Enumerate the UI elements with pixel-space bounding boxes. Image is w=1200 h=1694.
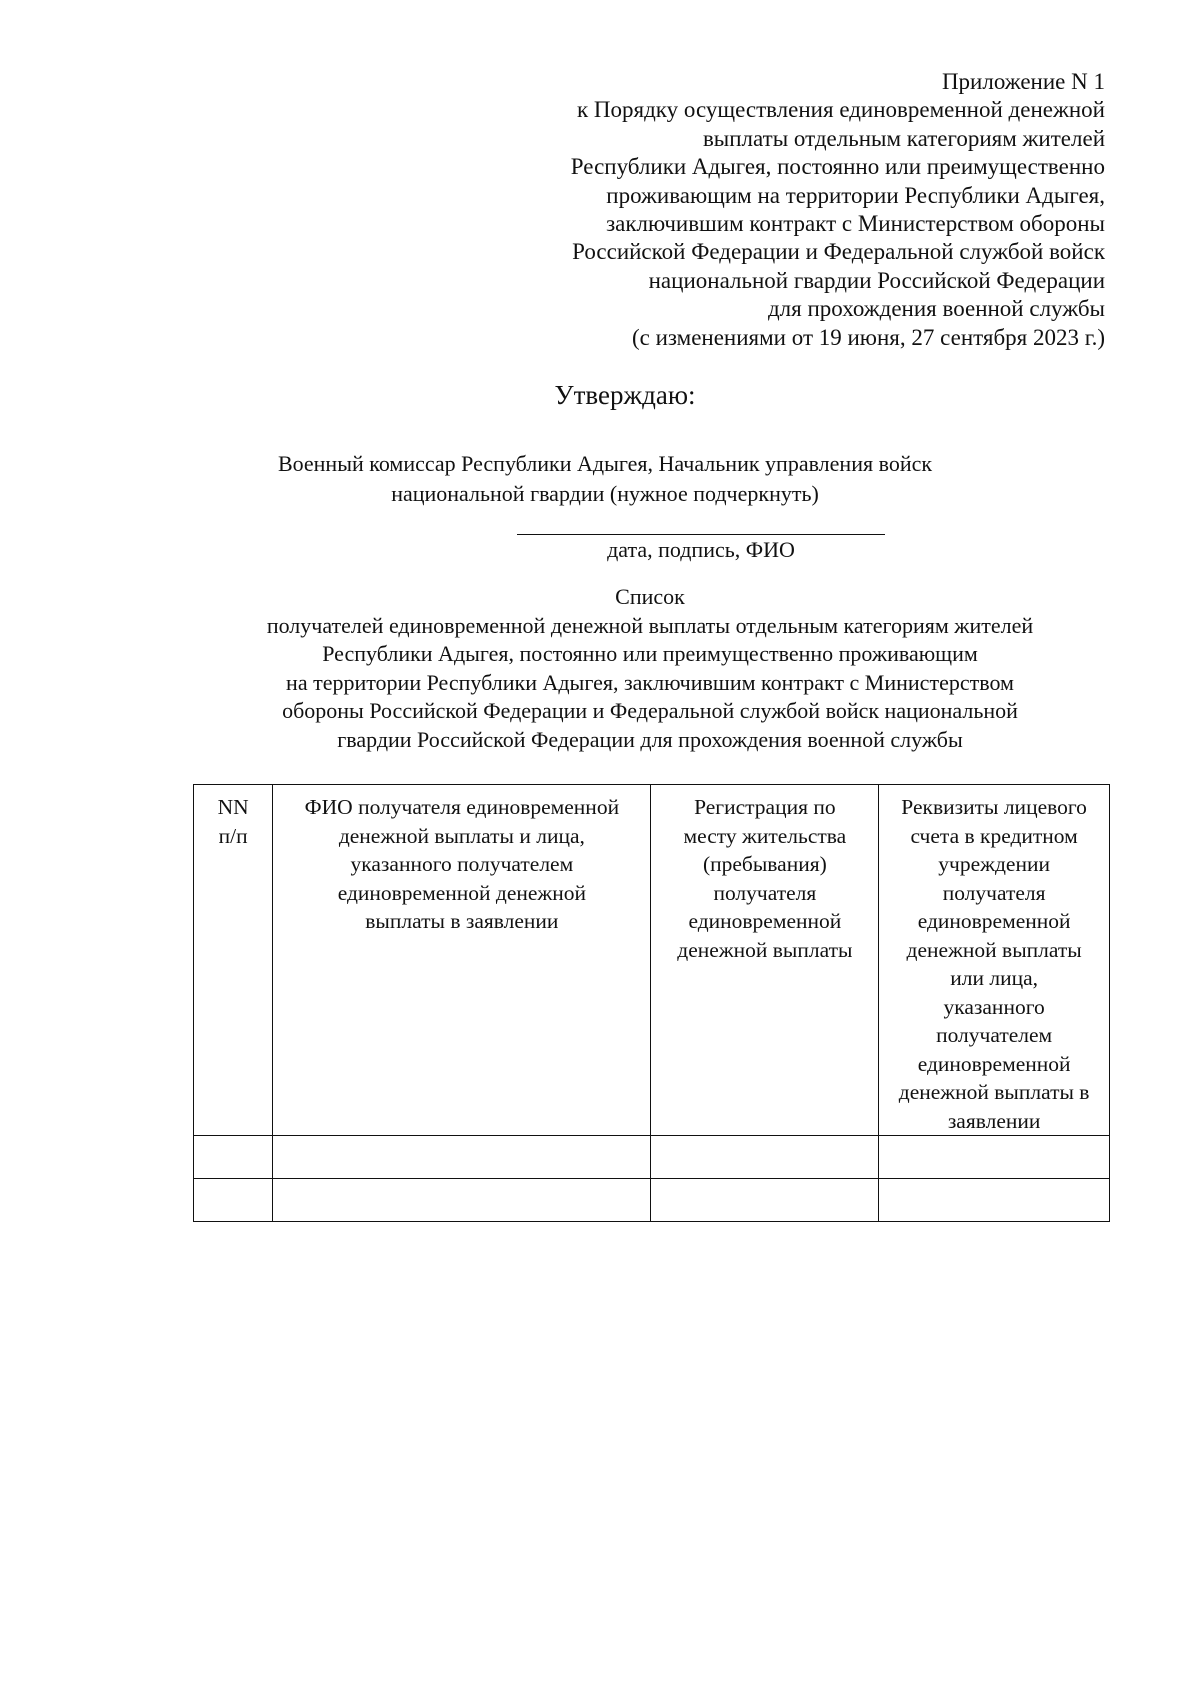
appendix-line: национальной гвардии Российской Федерации — [648, 267, 1105, 293]
approval-title: Утверждаю: — [554, 380, 696, 410]
appendix-line: к Порядку осуществления единовременной денежной — [576, 97, 1105, 123]
list-title-line: на территории Республики Адыгея, заключившим контракт с Министерством — [286, 669, 1014, 695]
recipients-table — [193, 784, 1110, 1222]
header-line: денежной выплаты — [906, 937, 1082, 962]
header-line: единовременной денежной — [337, 880, 587, 905]
appendix-line: Республики Адыгея, постоянно или преимущественно — [570, 154, 1105, 180]
header-line: учреждении — [938, 852, 1050, 876]
header-number — [194, 785, 273, 1136]
table-cell — [194, 1179, 273, 1222]
appendix-line: заключившим контракт с Министерством обороны — [606, 211, 1105, 237]
appendix-line: Российской Федерации и Федеральной службой войск — [572, 239, 1105, 265]
appendix-line: выплаты отдельным категориям жителей — [702, 125, 1105, 151]
header-line: месту жительства — [683, 823, 847, 848]
header-line: выплаты в заявлении — [365, 909, 559, 933]
header-line: получателя — [942, 880, 1046, 905]
appendix-block — [485, 68, 1105, 352]
header-account-details — [879, 785, 1110, 1136]
table-cell — [273, 1136, 651, 1179]
table-row — [194, 1136, 1110, 1179]
table-cell — [879, 1179, 1110, 1222]
header-registration — [651, 785, 879, 1136]
header-line: (пребывания) — [702, 852, 827, 876]
header-line: указанного — [943, 994, 1045, 1019]
list-title-line: Республики Адыгея, постоянно или преимущественно проживающим — [322, 641, 978, 666]
approver-line: Военный комиссар Республики Адыгея, Начальник управления войск — [277, 451, 933, 476]
header-line: ФИО получателя единовременной — [304, 795, 620, 819]
header-line: денежной выплаты в — [898, 1080, 1090, 1104]
table-cell — [651, 1136, 879, 1179]
header-line: единовременной — [917, 1051, 1071, 1076]
header-line: счета в кредитном — [910, 823, 1078, 848]
appendix-line: для прохождения военной службы — [767, 296, 1105, 322]
header-line: единовременной — [688, 909, 842, 933]
header-line: единовременной — [917, 909, 1071, 933]
list-title-line: получателей единовременной денежной выплаты отдельным категориям жителей — [266, 612, 1034, 638]
table-cell — [879, 1136, 1110, 1179]
table-cell — [194, 1136, 273, 1179]
table-row — [194, 1179, 1110, 1222]
appendix-line: (с изменениями от 19 июня, 27 сентября 2023 г.) — [631, 324, 1105, 350]
header-line: денежной выплаты — [677, 937, 853, 962]
header-recipient-name — [273, 785, 651, 1136]
signature-line — [517, 534, 885, 535]
approver-line: национальной гвардии (нужное подчеркнуть) — [391, 481, 819, 506]
header-line: Регистрация по — [694, 795, 836, 819]
header-line: денежной выплаты и лица, — [338, 823, 585, 848]
header-line: указанного получателем — [350, 852, 574, 876]
list-title-line: обороны Российской Федерации и Федеральной службой войск национальной — [282, 698, 1018, 723]
header-line: Реквизиты лицевого — [901, 795, 1087, 819]
approver-block — [200, 449, 1010, 509]
list-title-line: Список — [615, 584, 685, 609]
table-cell — [273, 1179, 651, 1222]
header-line: заявлении — [947, 1108, 1041, 1133]
signature-caption: дата, подпись, ФИО — [607, 537, 795, 562]
table-cell — [651, 1179, 879, 1222]
appendix-line: проживающим на территории Республики Адыгея, — [606, 182, 1105, 208]
header-line: получателя — [713, 880, 817, 905]
table-header-row — [194, 785, 1110, 1136]
appendix-line: Приложение N 1 — [941, 69, 1105, 94]
header-line: получателем — [936, 1023, 1053, 1047]
list-title-line: гвардии Российской Федерации для прохождения военной службы — [337, 726, 963, 752]
header-line: или лица, — [950, 966, 1038, 990]
list-title-block — [0, 583, 1200, 754]
header-line: NN — [217, 795, 249, 819]
header-line: п/п — [218, 823, 248, 848]
